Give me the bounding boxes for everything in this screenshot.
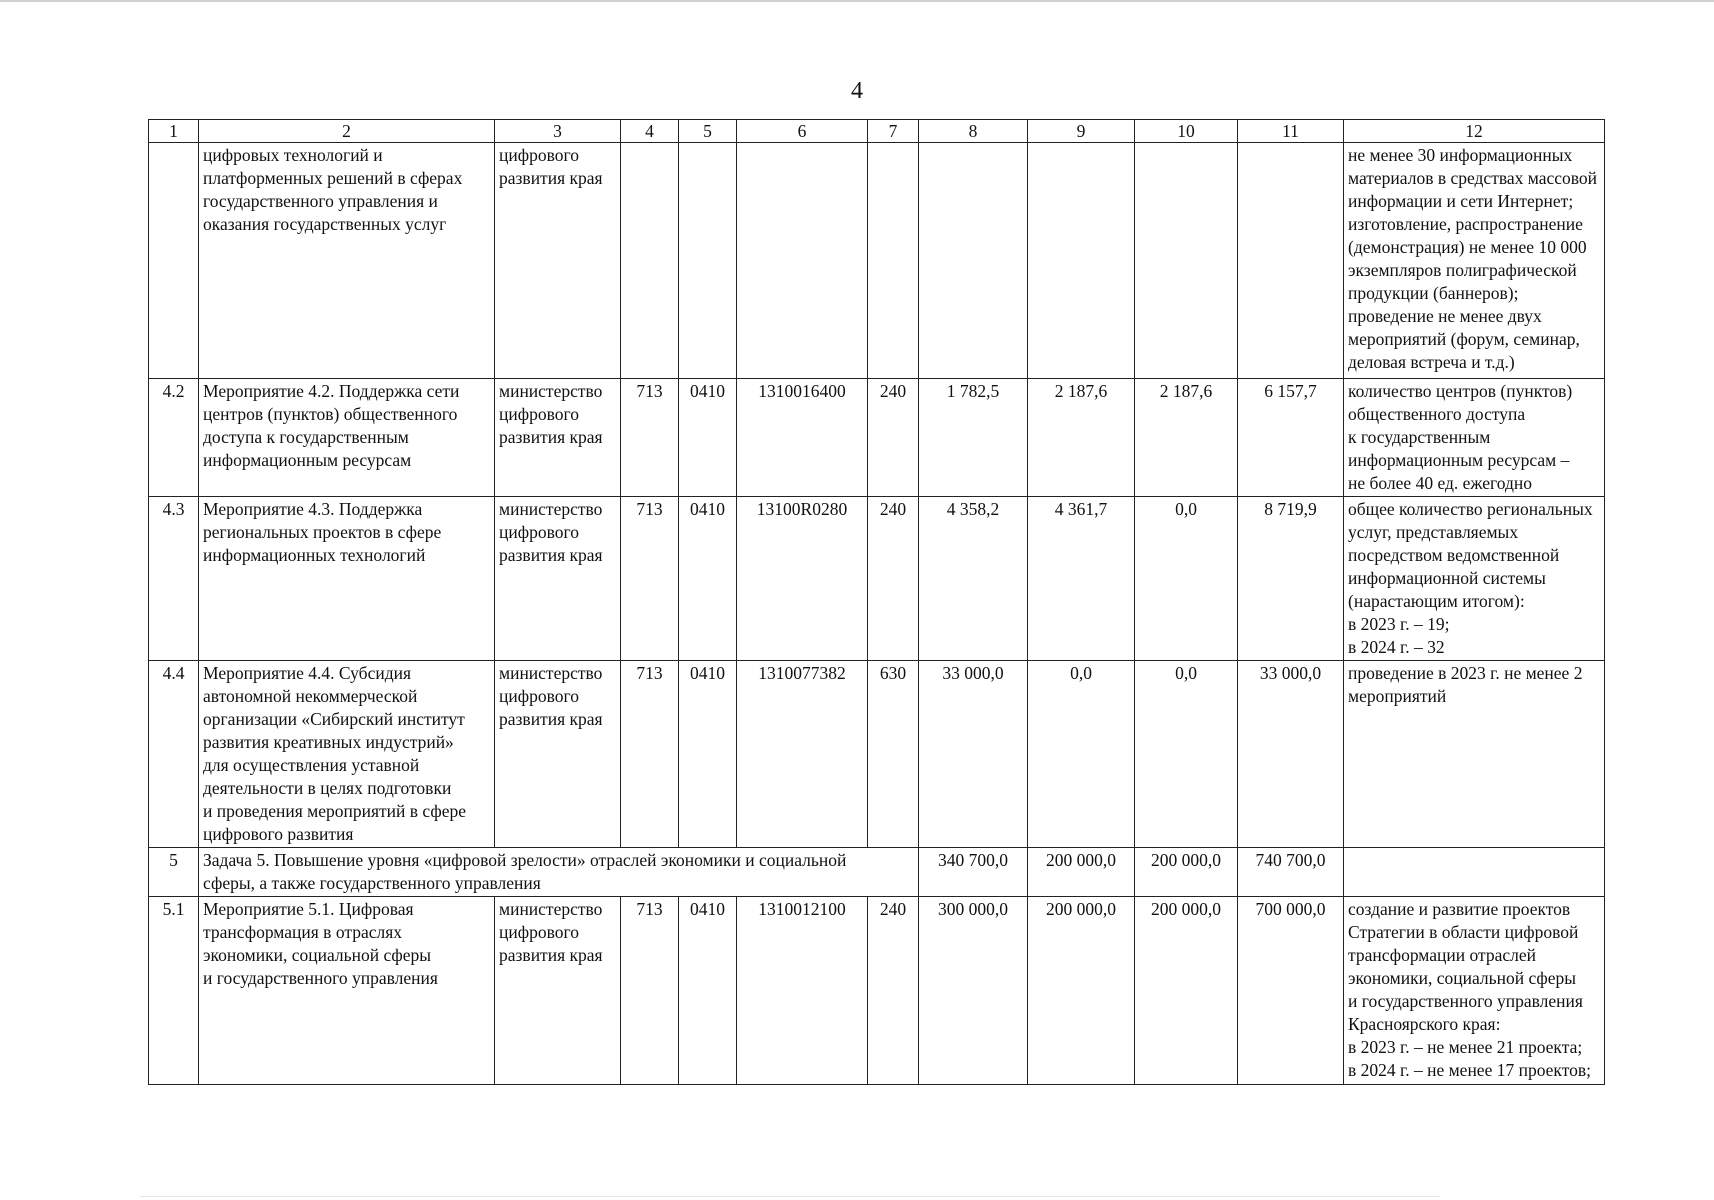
cell-c4: 713: [621, 897, 679, 1085]
cell-c9: 0,0: [1028, 661, 1135, 848]
cell-c6: [737, 143, 868, 379]
cell-c8: 1 782,5: [919, 379, 1028, 497]
measure-name: Мероприятие 4.4. Субсидия автономной некоммерческой организации «Сибирский институт развития креативных индустрий» для осуществления уставной деятельности в целях подготовки и проведения мероприятий в сфере цифрового развития: [199, 661, 495, 848]
bottom-scan-edge: [140, 1196, 1440, 1197]
col-header: 1: [149, 120, 199, 143]
cell-c10: 200 000,0: [1135, 848, 1238, 897]
col-header: 10: [1135, 120, 1238, 143]
cell-c10: 0,0: [1135, 661, 1238, 848]
cell-c11: 700 000,0: [1238, 897, 1344, 1085]
table-row: [149, 379, 1605, 497]
cell-c6: 1310016400: [737, 379, 868, 497]
executor: министерство цифрового развития края: [495, 497, 621, 661]
row-number: 4.4: [149, 661, 199, 848]
executor: министерство цифрового развития края: [495, 661, 621, 848]
col-header: 12: [1344, 120, 1605, 143]
cell-c5: 0410: [679, 661, 737, 848]
cell-c7: 240: [868, 497, 919, 661]
row-number: 5: [149, 848, 199, 897]
measure-name: Мероприятие 4.3. Поддержка региональных проектов в сфере информационных технологий: [199, 497, 495, 661]
cell-c8: [919, 143, 1028, 379]
cell-c4: [621, 143, 679, 379]
column-number-row: [149, 120, 1605, 143]
col-header: 2: [199, 120, 495, 143]
cell-c10: 0,0: [1135, 497, 1238, 661]
expected-result: не менее 30 информационных материалов в средствах массовой информации и сети Интернет; изготовление, распространение (демонстрация) не менее 10 000 экземпляров полиграфической продукции (баннеров); проведение не менее двух мероприятий (форум, семинар, деловая встреча и т.д.): [1344, 143, 1605, 379]
table-row: [149, 661, 1605, 848]
measure-name: цифровых технологий и платформенных решений в сферах государственного управления и оказания государственных услуг: [199, 143, 495, 379]
cell-c10: 200 000,0: [1135, 897, 1238, 1085]
col-header: 5: [679, 120, 737, 143]
expected-result: проведение в 2023 г. не менее 2 мероприятий: [1344, 661, 1605, 848]
task-title: Задача 5. Повышение уровня «цифровой зрелости» отраслей экономики и социальной сферы, а также государственного управления: [199, 848, 919, 897]
table-row: [149, 497, 1605, 661]
cell-c9: 200 000,0: [1028, 897, 1135, 1085]
cell-c4: 713: [621, 661, 679, 848]
expected-result: создание и развитие проектов Стратегии в области цифровой трансформации отраслей экономики, социальной сферы и государственного управления Красноярского края: в 2023 г. – не менее 21 проекта; в 2024 г. – не менее 17 проектов;: [1344, 897, 1605, 1085]
executor: министерство цифрового развития края: [495, 897, 621, 1085]
cell-c11: 8 719,9: [1238, 497, 1344, 661]
cell-c8: 4 358,2: [919, 497, 1028, 661]
cell-c6: 1310077382: [737, 661, 868, 848]
top-scan-edge: [0, 0, 1714, 2]
col-header: 11: [1238, 120, 1344, 143]
cell-c9: [1028, 143, 1135, 379]
cell-c5: 0410: [679, 897, 737, 1085]
cell-c11: 6 157,7: [1238, 379, 1344, 497]
col-header: 8: [919, 120, 1028, 143]
row-number: 5.1: [149, 897, 199, 1085]
executor: цифрового развития края: [495, 143, 621, 379]
cell-c5: [679, 143, 737, 379]
cell-c5: 0410: [679, 379, 737, 497]
cell-c6: 1310012100: [737, 897, 868, 1085]
table-row: [149, 897, 1605, 1085]
col-header: 7: [868, 120, 919, 143]
table-row: [149, 143, 1605, 379]
cell-c11: [1238, 143, 1344, 379]
cell-c9: 200 000,0: [1028, 848, 1135, 897]
task-row: [149, 848, 1605, 897]
cell-c11: 740 700,0: [1238, 848, 1344, 897]
cell-c10: 2 187,6: [1135, 379, 1238, 497]
col-header: 3: [495, 120, 621, 143]
row-number: 4.2: [149, 379, 199, 497]
measure-name: Мероприятие 4.2. Поддержка сети центров (пунктов) общественного доступа к государственным информационным ресурсам: [199, 379, 495, 497]
cell-c4: 713: [621, 497, 679, 661]
cell-c11: 33 000,0: [1238, 661, 1344, 848]
row-number: 4.3: [149, 497, 199, 661]
col-header: 6: [737, 120, 868, 143]
cell-c7: 240: [868, 897, 919, 1085]
cell-c9: 2 187,6: [1028, 379, 1135, 497]
cell-c8: 33 000,0: [919, 661, 1028, 848]
col-header: 9: [1028, 120, 1135, 143]
budget-table: [148, 119, 1605, 1085]
expected-result: количество центров (пунктов) общественного доступа к государственным информационным ресурсам – не более 40 ед. ежегодно: [1344, 379, 1605, 497]
row-number: [149, 143, 199, 379]
expected-result: [1344, 848, 1605, 897]
cell-c4: 713: [621, 379, 679, 497]
cell-c6: 13100R0280: [737, 497, 868, 661]
cell-c7: 630: [868, 661, 919, 848]
cell-c7: 240: [868, 379, 919, 497]
cell-c10: [1135, 143, 1238, 379]
executor: министерство цифрового развития края: [495, 379, 621, 497]
cell-c5: 0410: [679, 497, 737, 661]
expected-result: общее количество региональных услуг, представляемых посредством ведомственной информационной системы (нарастающим итогом): в 2023 г. – 19; в 2024 г. – 32: [1344, 497, 1605, 661]
cell-c8: 340 700,0: [919, 848, 1028, 897]
cell-c7: [868, 143, 919, 379]
col-header: 4: [621, 120, 679, 143]
measure-name: Мероприятие 5.1. Цифровая трансформация в отраслях экономики, социальной сферы и государственного управления: [199, 897, 495, 1085]
cell-c9: 4 361,7: [1028, 497, 1135, 661]
cell-c8: 300 000,0: [919, 897, 1028, 1085]
page-number: 4: [851, 78, 863, 104]
